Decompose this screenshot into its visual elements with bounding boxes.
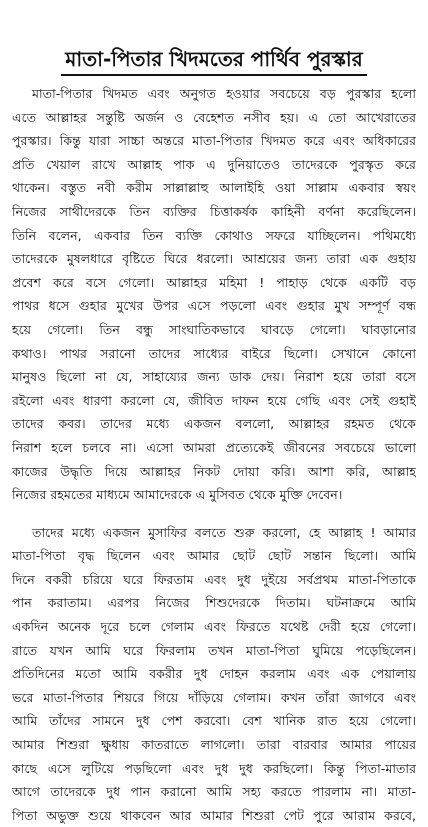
- text-line: মাতা-পিতার খিদমত এবং অনুগত হওয়ার সবচেয়ে বড় পুরস্কার হলো: [32, 86, 416, 101]
- page-title: মাতা-পিতার খিদমতের পার্থিব পুরস্কার: [61, 46, 367, 76]
- text-line: প্রতি খেয়াল রাখে আল্লাহ পাক এ দুনিয়াতেও তাদেরকে পুরস্কৃত করে: [12, 156, 416, 172]
- text-line: কথাও। পাথর সরানো তাদের সাধ্যের বাইরে ছিলো। সেখানে কোনো: [12, 345, 416, 361]
- text-line: রাতে যখন আমি ঘরে ফিরলাম তখন মাতা-পিতা ঘুমিয়ে পড়েছিলেন।: [12, 642, 416, 658]
- text-line: আমার শিশুরা ক্ষুধায় কাতরাতে লাগলো। তারা বারবার আমার পায়ের: [12, 737, 416, 753]
- title-wrap: [12, 46, 416, 76]
- text-line: ভরে মাতা-পিতার শিয়রে গিয়ে দাঁড়িয়ে গেলাম। কখন তাঁরা জাগবে এবং: [12, 689, 416, 705]
- text-line: নিরাশ হলে চলবে না। এসো আমরা প্রত্যেকেই জীবনের সবচেয়ে ভালো: [12, 439, 416, 455]
- text-line: মানুষও ছিলো না যে, সাহায্যের জন্য ডাক দেয়। নিরাশ হয়ে তারা বসে: [12, 369, 416, 385]
- paragraph-2: [12, 521, 416, 827]
- text-line: কাছে এসে লুটিয়ে পড়ছিলো এবং দুধ দুধ করছিলো। কিন্তু পিতা-মাতার: [12, 760, 416, 776]
- text-line: পুরস্কার। কিন্তু যারা সাচ্চা অন্তরে মাতা-পিতার খিদমত করে এবং অধিকারের: [12, 133, 416, 149]
- paragraph-gap: [12, 507, 416, 521]
- text-line: একদিন অনেক দূরে চলে গেলাম এবং ফিরতে যথেষ্ট দেরী হয়ে গেলো।: [12, 619, 416, 635]
- text-line: মাতা-পিতা বৃদ্ধ ছিলেন এবং আমার ছোট ছোট সন্তান ছিলো। আমি: [12, 548, 416, 564]
- text-line: দিনে বকরী চরিয়ে ঘরে ফিরতাম এবং দুধ দুইয়ে সর্বপ্রথম মাতা-পিতাকে: [12, 571, 416, 587]
- text-line: আমি তাঁদের সামনে দুধ পেশ করবো। বেশ খানিক রাত হয়ে গেলো।: [12, 713, 416, 729]
- text-line: নিজের রহমতের মাধ্যমে আমাদেরকে এ মুসিবত থেকে মুক্তি দেবেন।: [12, 487, 343, 503]
- text-line: আগে তাদেরকে দুধ পান করানো আমি সহ্য করতে পারলাম না। মাতা-: [12, 784, 416, 800]
- text-line: হয়ে গেলো। তিন বন্ধু সাংঘাতিকভাবে ঘাবড়ে গেলো। ঘাবড়ানোর: [12, 321, 416, 337]
- text-line: কাজের উদ্ধৃতি দিয়ে আল্লাহর নিকট দোয়া করি। আশা করি, আল্লাহ: [12, 463, 416, 479]
- text-line: তাদের কবর। তাদের মধ্যে একজন বললো, আল্লাহর রহমত থেকে: [12, 416, 416, 432]
- text-line: এতে আল্লাহর সন্তুষ্টি অর্জন ও বেহেশত নসীব হয়। এ তো আখেরাতের: [12, 109, 416, 125]
- text-line: তিনি বলেন, একবার তিন ব্যক্তি কোথাও সফরে যাচ্ছিলেন। পথিমধ্যে: [12, 227, 416, 243]
- text-line: থাকেন। বস্তুত নবী করীম সাল্লাল্লাহু আলাইহি ওয়া সাল্লাম একবার স্বয়ং: [12, 180, 416, 196]
- text-line: তাদেরকে মুষলধারে বৃষ্টিতে ঘিরে ধরলো। আশ্রয়ের জন্য তারা এক গুহায়: [12, 251, 416, 267]
- text-line: তাদের মধ্যে একজন মুসাফির বলতে শুরু করলো, হে আল্লাহ ! আমার: [32, 524, 416, 540]
- text-line: প্রতিদিনের মতো আমি বকরীর দুধ দোহন করলাম এবং এক পেয়ালায়: [12, 666, 416, 682]
- text-line: নিজের সাথীদেরকে তিন ব্যক্তির চিত্তাকর্ষক কাহিনী বর্ণনা করেছিলেন।: [12, 203, 416, 219]
- text-line: পিতা অভুক্ত শুয়ে থাকবেন আর আমার শিশুরা পেট পুরে আরাম করবে,: [12, 807, 416, 823]
- paragraph-1: [12, 82, 416, 507]
- text-line: পান করাতাম। এরপর নিজের শিশুদেরকে দিতাম। ঘটনাক্রমে আমি: [12, 595, 416, 611]
- text-line: প্রবেশ করে বসে গেলো। আল্লাহর মহিমা ! পাহাড় থেকে একটি বড়: [12, 274, 416, 290]
- text-line: পাথর ধসে গুহার মুখের উপর এসে পড়লো এবং গুহার মুখ সম্পূর্ণ বন্ধ: [12, 298, 416, 314]
- text-line: রইলো এবং ধারণা করলো যে, জীবিত দাফন হয়ে গেছি এবং সেই গুহাই: [12, 392, 416, 408]
